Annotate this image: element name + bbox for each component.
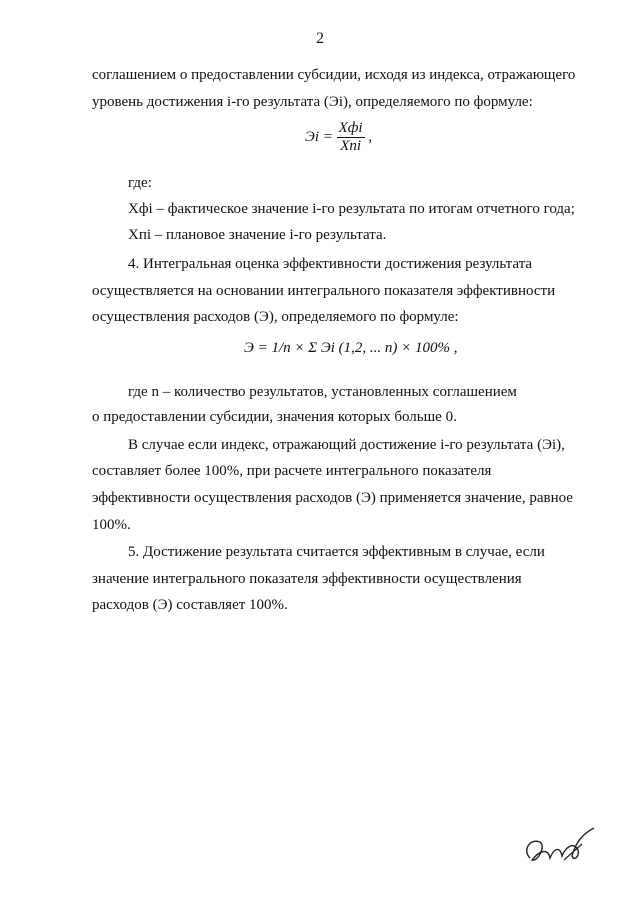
paragraph-line: составляет более 100%, при расчете интегрального показателя <box>92 463 492 479</box>
paragraph-line: В случае если индекс, отражающий достижение i-го результата (Эi), <box>128 437 565 453</box>
formula-tail: , <box>368 128 373 145</box>
formula-denominator: Xпi <box>340 138 362 154</box>
paragraph-line: где n – количество результатов, установленных соглашением <box>128 384 517 400</box>
paragraph-line: расходов (Э) составляет 100%. <box>92 597 288 613</box>
paragraph-line: 4. Интегральная оценка эффективности достижения результата <box>128 256 533 272</box>
paragraph-line: осуществляется на основании интегрального показателя эффективности <box>92 283 556 299</box>
formula-integral: Э = 1/n × Σ Эi (1,2, ... n) × 100% , <box>244 340 458 356</box>
formula-lhs: Эi = <box>305 128 333 145</box>
formula-numerator: Xфi <box>338 120 363 136</box>
signature-icon <box>520 820 600 880</box>
paragraph-line: 5. Достижение результата считается эффективным в случае, если <box>128 544 545 560</box>
where-label: где: <box>128 175 152 191</box>
paragraph-line: осуществления расходов (Э), определяемого по формуле: <box>92 309 459 325</box>
paragraph-line: значение интегрального показателя эффективности осуществления <box>92 571 522 587</box>
formula-fraction <box>337 120 365 155</box>
page-number: 2 <box>316 30 324 47</box>
definition-line: Xфi – фактическое значение i-го результата по итогам отчетного года; <box>128 201 575 217</box>
definition-line: Xпi – плановое значение i-го результата. <box>128 227 387 243</box>
paragraph-line: соглашением о предоставлении субсидии, исходя из индекса, отражающего <box>92 67 576 83</box>
paragraph-line: эффективности осуществления расходов (Э) применяется значение, равное <box>92 490 573 506</box>
paragraph-line: о предоставлении субсидии, значения которых больше 0. <box>92 409 457 425</box>
formula-index <box>305 120 372 155</box>
paragraph-line: уровень достижения i-го результата (Эi), определяемого по формуле: <box>92 94 533 110</box>
paragraph-line: 100%. <box>92 517 131 533</box>
